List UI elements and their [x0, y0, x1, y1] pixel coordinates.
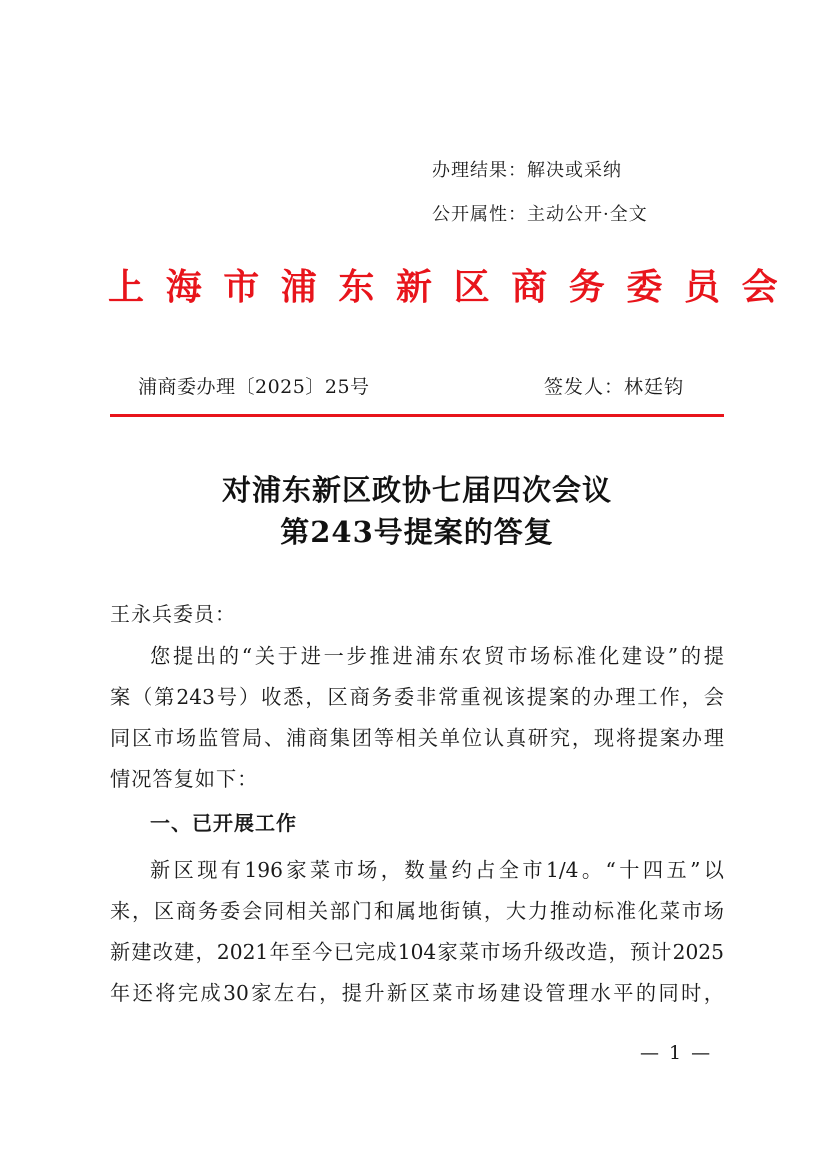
paragraph-2-line: 新建改建，2021年至今已完成104家菜市场升级改造，预计2025: [110, 940, 724, 964]
paragraph-2-line: 新区现有196家菜市场，数量约占全市1/4。“十四五”以: [150, 858, 724, 882]
meta-public-label: 公开属性：: [432, 204, 527, 225]
document-title-line-1: 对浦东新区政协七届四次会议: [221, 473, 612, 507]
meta-result-label: 办理结果：: [432, 160, 527, 181]
document-title-line-2: 第243号提案的答复: [280, 515, 554, 549]
paragraph-1-line: 同区市场监管局、浦商集团等相关单位认真研究，现将提案办理: [110, 726, 724, 750]
meta-public: [432, 200, 648, 226]
meta-result: [432, 156, 622, 182]
red-divider: [110, 414, 724, 417]
meta-public-value: 主动公开·全文: [527, 204, 648, 225]
paragraph-1-line: 案（第243号）收悉，区商务委非常重视该提案的办理工作，会: [110, 685, 724, 709]
salutation: 王永兵委员：: [110, 602, 236, 626]
paragraph-2-line: 年还将完成30家左右，提升新区菜市场建设管理水平的同时，: [110, 981, 724, 1005]
section-heading: 一、已开展工作: [150, 811, 297, 835]
paragraph-1-line: 您提出的“关于进一步推进浦东农贸市场标准化建设”的提: [150, 644, 724, 668]
paragraph-2-line: 来，区商务委会同相关部门和属地街镇，大力推动标准化菜市场: [110, 899, 724, 923]
page-number: — 1 —: [640, 1042, 713, 1064]
signer: 签发人：林廷钧: [544, 376, 685, 398]
org-title: 上海市浦东新区商务委员会: [108, 266, 800, 308]
paragraph-1-line: 情况答复如下：: [110, 767, 259, 791]
document-number: 浦商委办理〔2025〕25号: [138, 376, 370, 398]
meta-result-value: 解决或采纳: [527, 160, 622, 181]
